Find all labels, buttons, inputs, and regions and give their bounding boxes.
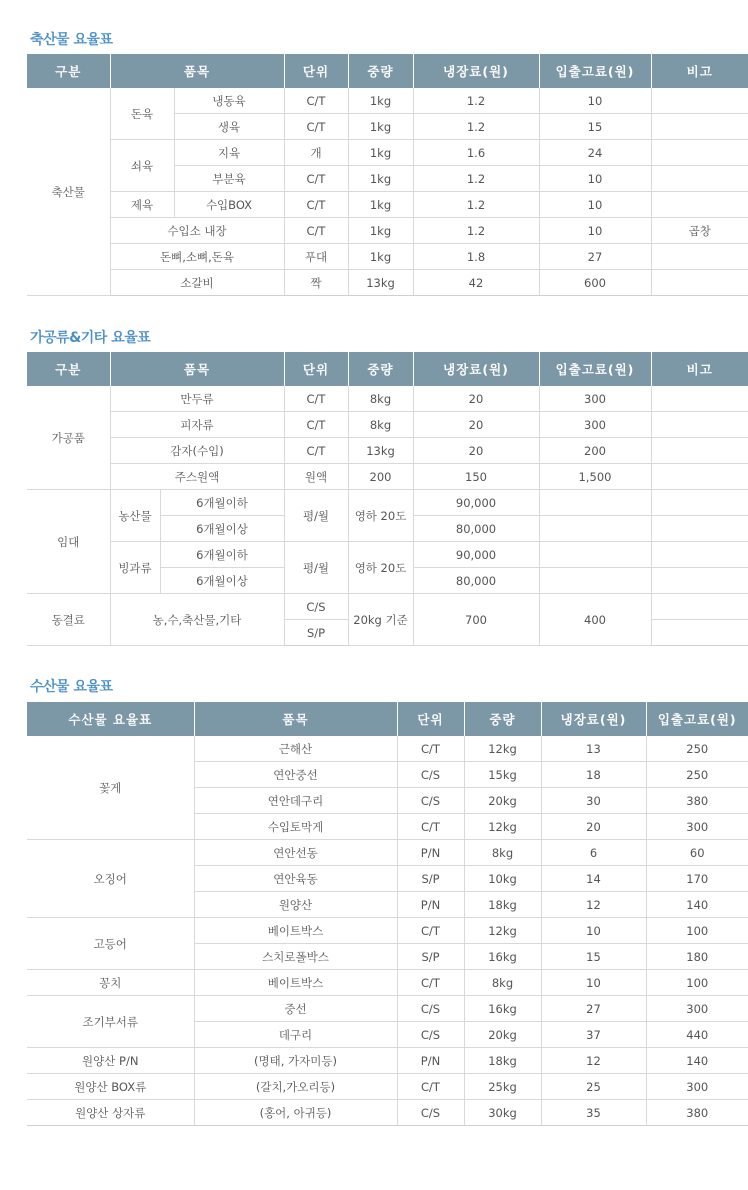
header-unit: 단위 (284, 54, 348, 88)
note-cell (651, 412, 748, 438)
handling-fee-cell: 380 (646, 788, 748, 814)
item-cell: 부분육 (174, 166, 284, 192)
unit-cell: C/T (284, 438, 348, 464)
storage-fee-cell: 12 (541, 1048, 646, 1074)
subcategory-cell: 농산물 (110, 490, 160, 542)
unit-cell: C/S (397, 996, 464, 1022)
handling-fee-cell: 10 (539, 166, 651, 192)
unit-cell: C/T (284, 114, 348, 140)
handling-fee-cell: 140 (646, 892, 748, 918)
storage-fee-cell: 6 (541, 840, 646, 866)
weight-cell: 30kg (464, 1100, 541, 1126)
storage-fee-cell: 1.2 (413, 192, 539, 218)
category-cell: 동결료 (27, 594, 110, 646)
item-cell: 농,수,축산물,기타 (110, 594, 284, 646)
category-cell: 원양산 P/N (27, 1048, 194, 1074)
header-note: 비고 (651, 352, 748, 386)
item-cell: 6개월이하 (160, 542, 284, 568)
subcategory-cell: 제육 (110, 192, 174, 218)
table-row (27, 736, 748, 762)
note-cell (651, 490, 748, 516)
note-cell (651, 620, 748, 646)
category-cell: 가공품 (27, 386, 110, 490)
unit-cell: C/T (397, 1074, 464, 1100)
handling-fee-cell (539, 568, 651, 594)
note-cell (651, 88, 748, 114)
weight-cell: 20kg (464, 788, 541, 814)
handling-fee-cell: 10 (539, 218, 651, 244)
item-cell: (홍어, 아귀등) (194, 1100, 397, 1126)
weight-cell: 1kg (348, 192, 413, 218)
header-weight: 중량 (464, 702, 541, 736)
processed-section-title: 가공류&기타 요율표 (30, 330, 151, 346)
item-cell: 베이트박스 (194, 970, 397, 996)
weight-cell: 1kg (348, 114, 413, 140)
table-header-row (27, 352, 748, 386)
item-cell: 만두류 (110, 386, 284, 412)
handling-fee-cell: 300 (646, 1074, 748, 1100)
weight-cell: 16kg (464, 996, 541, 1022)
handling-fee-cell (539, 490, 651, 516)
table-row (27, 218, 748, 244)
handling-fee-cell (539, 516, 651, 542)
header-unit: 단위 (397, 702, 464, 736)
table-row (27, 140, 748, 166)
storage-fee-cell: 150 (413, 464, 539, 490)
table-row (27, 490, 748, 516)
weight-cell: 8kg (348, 386, 413, 412)
table-row (27, 918, 748, 944)
header-category: 구분 (27, 352, 110, 386)
table-row (27, 594, 748, 620)
weight-cell: 영하 20도 (348, 490, 413, 542)
table-row (27, 192, 748, 218)
note-cell (651, 464, 748, 490)
table-row (27, 412, 748, 438)
handling-fee-cell: 60 (646, 840, 748, 866)
note-cell (651, 192, 748, 218)
header-item: 품목 (110, 54, 284, 88)
item-cell: 수입소 내장 (110, 218, 284, 244)
category-cell: 축산물 (27, 88, 110, 296)
item-cell: 소갈비 (110, 270, 284, 296)
unit-cell: C/T (284, 88, 348, 114)
handling-fee-cell: 15 (539, 114, 651, 140)
storage-fee-cell: 37 (541, 1022, 646, 1048)
item-cell: 중선 (194, 996, 397, 1022)
weight-cell: 16kg (464, 944, 541, 970)
note-cell (651, 114, 748, 140)
unit-cell: 평/월 (284, 542, 348, 594)
item-cell: 돈뼈,소뼈,돈육 (110, 244, 284, 270)
unit-cell: C/T (397, 918, 464, 944)
table-row (27, 970, 748, 996)
category-cell: 꽃게 (27, 736, 194, 840)
weight-cell: 1kg (348, 140, 413, 166)
table-row (27, 244, 748, 270)
category-cell: 원양산 상자류 (27, 1100, 194, 1126)
note-cell (651, 166, 748, 192)
storage-fee-cell: 90,000 (413, 542, 539, 568)
item-cell: 냉동육 (174, 88, 284, 114)
table-header-row (27, 702, 748, 736)
handling-fee-cell: 27 (539, 244, 651, 270)
table-row (27, 1048, 748, 1074)
storage-fee-cell: 10 (541, 970, 646, 996)
storage-fee-cell: 1.2 (413, 114, 539, 140)
handling-fee-cell: 380 (646, 1100, 748, 1126)
table-row (27, 542, 748, 568)
handling-fee-cell: 400 (539, 594, 651, 646)
item-cell: 6개월이상 (160, 568, 284, 594)
handling-fee-cell: 10 (539, 192, 651, 218)
unit-cell: C/T (397, 814, 464, 840)
unit-cell: C/T (284, 412, 348, 438)
weight-cell: 10kg (464, 866, 541, 892)
storage-fee-cell: 14 (541, 866, 646, 892)
storage-fee-cell: 1.2 (413, 88, 539, 114)
storage-fee-cell: 27 (541, 996, 646, 1022)
handling-fee-cell: 1,500 (539, 464, 651, 490)
category-cell: 꽁치 (27, 970, 194, 996)
table-row (27, 996, 748, 1022)
note-cell (651, 270, 748, 296)
weight-cell: 20kg 기준 (348, 594, 413, 646)
weight-cell: 18kg (464, 892, 541, 918)
header-storage-fee: 냉장료(원) (413, 352, 539, 386)
storage-fee-cell: 25 (541, 1074, 646, 1100)
weight-cell: 12kg (464, 918, 541, 944)
table-row (27, 1074, 748, 1100)
weight-cell: 8kg (348, 412, 413, 438)
weight-cell: 18kg (464, 1048, 541, 1074)
item-cell: 수입토막게 (194, 814, 397, 840)
unit-cell: 평/월 (284, 490, 348, 542)
item-cell: 연안데구리 (194, 788, 397, 814)
storage-fee-cell: 80,000 (413, 568, 539, 594)
category-cell: 고등어 (27, 918, 194, 970)
unit-cell: S/P (397, 944, 464, 970)
storage-fee-cell: 20 (541, 814, 646, 840)
livestock-section-title: 축산물 요율표 (30, 32, 113, 48)
item-cell: 감자(수입) (110, 438, 284, 464)
unit-cell: P/N (397, 840, 464, 866)
processed-rate-table (27, 352, 748, 646)
handling-fee-cell: 250 (646, 736, 748, 762)
handling-fee-cell: 180 (646, 944, 748, 970)
storage-fee-cell: 18 (541, 762, 646, 788)
unit-cell: C/S (284, 594, 348, 620)
storage-fee-cell: 30 (541, 788, 646, 814)
item-cell: 스치로폴박스 (194, 944, 397, 970)
storage-fee-cell: 12 (541, 892, 646, 918)
weight-cell: 200 (348, 464, 413, 490)
storage-fee-cell: 42 (413, 270, 539, 296)
handling-fee-cell: 170 (646, 866, 748, 892)
table-row (27, 1100, 748, 1126)
storage-fee-cell: 1.8 (413, 244, 539, 270)
subcategory-cell: 돈육 (110, 88, 174, 140)
header-handling-fee: 입출고료(원) (539, 54, 651, 88)
header-category: 수산물 요율표 (27, 702, 194, 736)
header-weight: 중량 (348, 352, 413, 386)
storage-fee-cell: 1.2 (413, 166, 539, 192)
header-weight: 중량 (348, 54, 413, 88)
storage-fee-cell: 1.2 (413, 218, 539, 244)
item-cell: 6개월이하 (160, 490, 284, 516)
weight-cell: 영하 20도 (348, 542, 413, 594)
handling-fee-cell: 300 (646, 814, 748, 840)
storage-fee-cell: 35 (541, 1100, 646, 1126)
unit-cell: C/T (284, 386, 348, 412)
unit-cell: C/T (397, 970, 464, 996)
unit-cell: 푸대 (284, 244, 348, 270)
note-cell (651, 516, 748, 542)
note-cell (651, 386, 748, 412)
subcategory-cell: 빙과류 (110, 542, 160, 594)
note-cell (651, 568, 748, 594)
table-row (27, 840, 748, 866)
storage-fee-cell: 13 (541, 736, 646, 762)
table-row (27, 464, 748, 490)
table-row (27, 438, 748, 464)
unit-cell: C/S (397, 788, 464, 814)
weight-cell: 13kg (348, 270, 413, 296)
seafood-rate-table (27, 702, 748, 1126)
storage-fee-cell: 80,000 (413, 516, 539, 542)
storage-fee-cell: 20 (413, 412, 539, 438)
weight-cell: 8kg (464, 840, 541, 866)
category-cell: 원양산 BOX류 (27, 1074, 194, 1100)
note-cell (651, 438, 748, 464)
handling-fee-cell: 300 (646, 996, 748, 1022)
handling-fee-cell: 300 (539, 412, 651, 438)
item-cell: 주스원액 (110, 464, 284, 490)
item-cell: 데구리 (194, 1022, 397, 1048)
storage-fee-cell: 700 (413, 594, 539, 646)
item-cell: 연안선동 (194, 840, 397, 866)
unit-cell: P/N (397, 1048, 464, 1074)
weight-cell: 1kg (348, 166, 413, 192)
weight-cell: 12kg (464, 736, 541, 762)
storage-fee-cell: 20 (413, 386, 539, 412)
weight-cell: 15kg (464, 762, 541, 788)
seafood-section-title: 수산물 요율표 (30, 679, 113, 695)
weight-cell: 25kg (464, 1074, 541, 1100)
table-row (27, 270, 748, 296)
item-cell: (명태, 가자미등) (194, 1048, 397, 1074)
handling-fee-cell: 250 (646, 762, 748, 788)
item-cell: 베이트박스 (194, 918, 397, 944)
weight-cell: 20kg (464, 1022, 541, 1048)
item-cell: 연안중선 (194, 762, 397, 788)
header-handling-fee: 입출고료(원) (646, 702, 748, 736)
weight-cell: 13kg (348, 438, 413, 464)
header-unit: 단위 (284, 352, 348, 386)
note-cell (651, 140, 748, 166)
table-header-row (27, 54, 748, 88)
note-cell (651, 244, 748, 270)
weight-cell: 1kg (348, 88, 413, 114)
subcategory-cell: 쇠육 (110, 140, 174, 192)
item-cell: 원양산 (194, 892, 397, 918)
header-note: 비고 (651, 54, 748, 88)
handling-fee-cell: 24 (539, 140, 651, 166)
unit-cell: 원액 (284, 464, 348, 490)
weight-cell: 12kg (464, 814, 541, 840)
item-cell: 6개월이상 (160, 516, 284, 542)
category-cell: 조기부서류 (27, 996, 194, 1048)
handling-fee-cell: 100 (646, 970, 748, 996)
unit-cell: C/S (397, 1022, 464, 1048)
handling-fee-cell: 600 (539, 270, 651, 296)
unit-cell: C/T (284, 218, 348, 244)
weight-cell: 8kg (464, 970, 541, 996)
unit-cell: S/P (397, 866, 464, 892)
handling-fee-cell: 140 (646, 1048, 748, 1074)
item-cell: (갈치,가오리등) (194, 1074, 397, 1100)
unit-cell: C/T (284, 166, 348, 192)
note-cell (651, 542, 748, 568)
item-cell: 피자류 (110, 412, 284, 438)
header-storage-fee: 냉장료(원) (541, 702, 646, 736)
item-cell: 생육 (174, 114, 284, 140)
header-category: 구분 (27, 54, 110, 88)
unit-cell: 짝 (284, 270, 348, 296)
storage-fee-cell: 1.6 (413, 140, 539, 166)
note-cell (651, 594, 748, 620)
unit-cell: C/S (397, 1100, 464, 1126)
category-cell: 임대 (27, 490, 110, 594)
table-row (27, 386, 748, 412)
unit-cell: P/N (397, 892, 464, 918)
item-cell: 연안육동 (194, 866, 397, 892)
header-item: 품목 (194, 702, 397, 736)
header-storage-fee: 냉장료(원) (413, 54, 539, 88)
item-cell: 지육 (174, 140, 284, 166)
livestock-rate-table (27, 54, 748, 296)
handling-fee-cell: 200 (539, 438, 651, 464)
storage-fee-cell: 10 (541, 918, 646, 944)
storage-fee-cell: 90,000 (413, 490, 539, 516)
handling-fee-cell: 100 (646, 918, 748, 944)
handling-fee-cell (539, 542, 651, 568)
weight-cell: 1kg (348, 218, 413, 244)
note-cell: 곱창 (651, 218, 748, 244)
item-cell: 수입BOX (174, 192, 284, 218)
table-row (27, 88, 748, 114)
handling-fee-cell: 10 (539, 88, 651, 114)
unit-cell: C/S (397, 762, 464, 788)
storage-fee-cell: 15 (541, 944, 646, 970)
header-item: 품목 (110, 352, 284, 386)
unit-cell: S/P (284, 620, 348, 646)
handling-fee-cell: 440 (646, 1022, 748, 1048)
unit-cell: 개 (284, 140, 348, 166)
unit-cell: C/T (397, 736, 464, 762)
unit-cell: C/T (284, 192, 348, 218)
storage-fee-cell: 20 (413, 438, 539, 464)
category-cell: 오징어 (27, 840, 194, 918)
handling-fee-cell: 300 (539, 386, 651, 412)
item-cell: 근해산 (194, 736, 397, 762)
weight-cell: 1kg (348, 244, 413, 270)
header-handling-fee: 입출고료(원) (539, 352, 651, 386)
